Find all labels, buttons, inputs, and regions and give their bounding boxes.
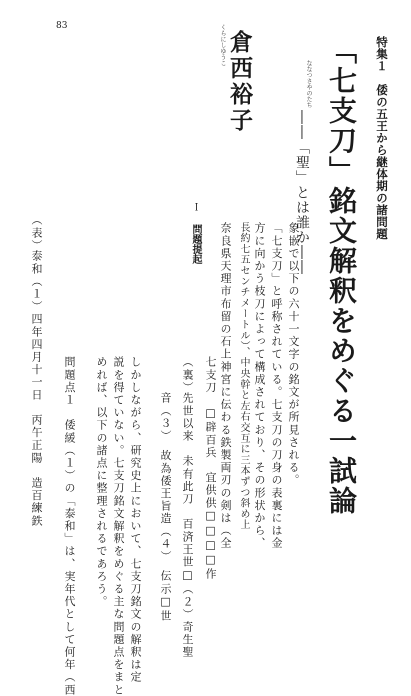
inscription-back-label: （裏） <box>181 356 194 394</box>
body2-line-4: 問題点１ 倭緩（１）の「泰和」は、実年代として何年（西 <box>63 356 76 696</box>
body-line-3: 方に向かう枝刀によって構成されており、その形状から、 <box>253 222 266 550</box>
body-line-1: 奈良県天理市布留の石上神宮に伝わる鉄製両刃の剣は（全 <box>219 222 232 550</box>
body-line-4: 「七支刀」と呼称されている。七支刀の刀身の表裏には金 <box>270 222 283 550</box>
author-ruby: くらにしゆうこ <box>219 24 226 66</box>
body-line-2: 長約七五センチメートル）、中央幹と左右交互に三本ずつ斜め上 <box>238 222 249 531</box>
inscription-back-line-1: 先世以来 未有此刀 百済王世□（２）奇生聖 <box>181 392 194 659</box>
body-line-5: 象嵌で以下の六十一文字の銘文が所見される。 <box>287 222 300 487</box>
page-number: 83 <box>56 21 68 31</box>
body2-line-3: めれば、以下の諸点に整理されるであろう。 <box>95 356 108 608</box>
section-title: 問題提起 <box>190 224 201 264</box>
inscription-front-line-2: 七支刀 □辟百兵 宜供供□□□□作 <box>204 356 217 581</box>
inscription-back-line-2: 音（３） 故為倭王旨造（４） 伝示□世 <box>159 392 172 623</box>
body2-line-2: 説を得ていない。七支刀銘文解釈をめぐる主な問題点をまと <box>112 356 125 696</box>
inscription-front-line-1: 泰和（１）四年四月十一日 丙午正陽 造百練鉄 <box>30 250 43 528</box>
body2-line-1: しかしながら、研究史上において、七支刀銘文の解釈は定 <box>129 356 142 684</box>
author-name: 倉西裕子 <box>226 30 253 134</box>
inscription-box <box>14 214 108 578</box>
feature-label: 特集１ 倭の五王から継体期の諸問題 <box>375 36 389 240</box>
section-number: Ｉ <box>189 202 200 212</box>
article-subtitle: ――「聖」とは誰か―― <box>294 110 310 275</box>
inscription-front-label: （表） <box>30 214 43 252</box>
article-title: 「七支刀」銘文解釈をめぐる一試論 <box>325 36 358 516</box>
title-ruby: ななつさやのたち <box>305 60 312 108</box>
